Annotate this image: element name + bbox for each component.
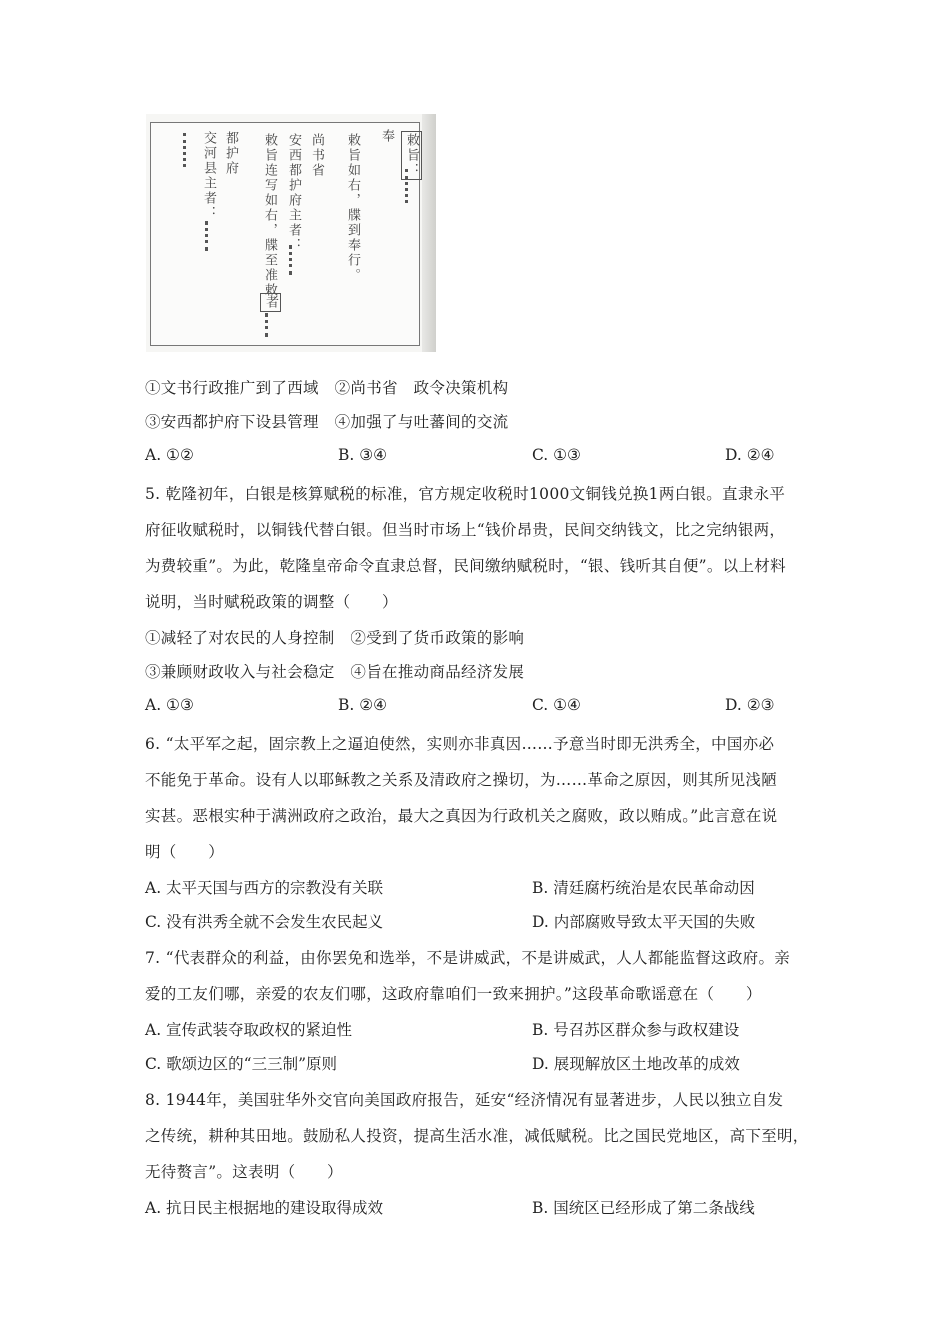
q4-item: ④加强了与吐蕃间的交流 bbox=[334, 413, 509, 431]
document-frame bbox=[150, 122, 420, 346]
q5-stem-line: 府征收赋税时，以铜钱代替白银。但当时市场上“钱价昂贵，民间交纳钱文，比之完纳银两， bbox=[145, 521, 786, 539]
q7-option-b[interactable]: B. 号召苏区群众参与政权建设 bbox=[532, 1021, 740, 1039]
scan-edge bbox=[422, 114, 436, 352]
q5-option-c[interactable]: C. ①④ bbox=[532, 696, 581, 714]
q7-option-c[interactable]: C. 歌颂边区的“三三制”原则 bbox=[145, 1055, 338, 1073]
q6-stem-line: 实甚。恶根实种于满洲政府之政治，最大之真因为行政机关之腐败，政以贿成。”此言意在说 bbox=[145, 807, 778, 825]
q5-item-1-2 bbox=[145, 626, 524, 648]
ellipsis-mark bbox=[289, 245, 295, 275]
q6-stem-line: 不能免于革命。设有人以耶稣教之关系及清政府之操切，为……革命之原因，则其所见浅陋 bbox=[145, 771, 778, 789]
q6-option-a[interactable]: A. 太平天国与西方的宗教没有关联 bbox=[145, 879, 384, 897]
q4-item-1-2 bbox=[145, 376, 508, 398]
q4-item-3-4 bbox=[145, 410, 508, 432]
q5-item-3-4 bbox=[145, 660, 524, 682]
q7-stem-line: 7. “代表群众的利益，由你罢免和选举，不是讲威武，不是讲威武，人人都能监督这政府。亲 bbox=[145, 949, 791, 967]
q8-option-b[interactable]: B. 国统区已经形成了第二条战线 bbox=[532, 1199, 755, 1217]
q8-stem-line: 无待赘言”。这表明（ ） bbox=[145, 1163, 343, 1181]
q5-item: ④旨在推动商品经济发展 bbox=[350, 663, 525, 681]
q6-stem-line: 明（ ） bbox=[145, 843, 225, 861]
q5-option-b[interactable]: B. ②④ bbox=[338, 696, 388, 714]
q6-stem-line: 6. “太平军之起，固宗教上之逼迫使然，实则亦非真因……予意当时即无洪秀全，中国亦必 bbox=[145, 735, 775, 753]
q6-option-b[interactable]: B. 清廷腐朽统治是农民革命动因 bbox=[532, 879, 755, 897]
ellipsis-mark bbox=[205, 221, 211, 251]
q7-option-d[interactable]: D. 展现解放区土地改革的成效 bbox=[532, 1055, 740, 1073]
q5-stem-line: 5. 乾隆初年，白银是核算赋税的标准，官方规定收税时1000文铜钱兑换1两白银。直隶永平 bbox=[145, 485, 786, 503]
figure-col-1: 敕旨： bbox=[401, 131, 422, 180]
q6-option-c[interactable]: C. 没有洪秀全就不会发生农民起义 bbox=[145, 913, 384, 931]
q5-option-d[interactable]: D. ②③ bbox=[725, 696, 775, 714]
document-scan-image bbox=[146, 114, 436, 352]
figure-col-4: 尚书省 bbox=[309, 133, 324, 178]
q7-option-a[interactable]: A. 宣传武装夺取政权的紧迫性 bbox=[145, 1021, 353, 1039]
q8-stem-line: 8. 1944年，美国驻华外交官向美国政府报告，延安“经济情况有显著进步，人民以独立自发 bbox=[145, 1091, 784, 1109]
q4-option-d[interactable]: D. ②④ bbox=[725, 446, 775, 464]
figure-col-6b: 者 bbox=[260, 293, 281, 312]
q6-option-d[interactable]: D. 内部腐败导致太平天国的失败 bbox=[532, 913, 756, 931]
q8-option-a[interactable]: A. 抗日民主根据地的建设取得成效 bbox=[145, 1199, 384, 1217]
q4-option-c[interactable]: C. ①③ bbox=[532, 446, 581, 464]
q4-item: ③安西都护府下设县管理 bbox=[145, 413, 319, 431]
figure-col-7: 都护府 bbox=[223, 131, 238, 176]
figure-col-3: 敕旨如右，牒到奉行。 bbox=[345, 133, 360, 283]
q5-stem-line: 说明，当时赋税政策的调整（ ） bbox=[145, 593, 398, 611]
q5-stem-line: 为费较重”。为此，乾隆皇帝命令直隶总督，民间缴纳赋税时，“银、钱听其自便”。以上材料 bbox=[145, 557, 786, 575]
q4-item: ①文书行政推广到了西域 bbox=[145, 379, 319, 397]
q4-option-a[interactable]: A. ①② bbox=[145, 446, 194, 464]
q5-item: ③兼顾财政收入与社会稳定 bbox=[145, 663, 335, 681]
ellipsis-mark bbox=[405, 169, 411, 203]
figure-col-8: 交河县主者： bbox=[201, 131, 216, 221]
q4-option-b[interactable]: B. ③④ bbox=[338, 446, 388, 464]
q7-stem-line: 爱的工友们哪，亲爱的农友们哪，这政府靠咱们一致来拥护。”这段革命歌谣意在（ ） bbox=[145, 985, 762, 1003]
figure-col-2: 奉 bbox=[379, 129, 394, 144]
figure-col-6: 敕旨连写如右，牒至准敕 bbox=[262, 133, 277, 298]
ellipsis-mark bbox=[265, 313, 271, 337]
q8-stem-line: 之传统，耕种其田地。鼓励私人投资，提高生活水准，减低赋税。比之国民党地区，高下至明， bbox=[145, 1127, 809, 1145]
q4-item: ②尚书省 政令决策机构 bbox=[334, 379, 509, 397]
q5-item: ②受到了货币政策的影响 bbox=[350, 629, 525, 647]
ellipsis-mark bbox=[183, 133, 189, 167]
q5-option-a[interactable]: A. ①③ bbox=[145, 696, 194, 714]
q5-item: ①减轻了对农民的人身控制 bbox=[145, 629, 335, 647]
figure-col-5: 安西都护府主者： bbox=[286, 133, 301, 253]
